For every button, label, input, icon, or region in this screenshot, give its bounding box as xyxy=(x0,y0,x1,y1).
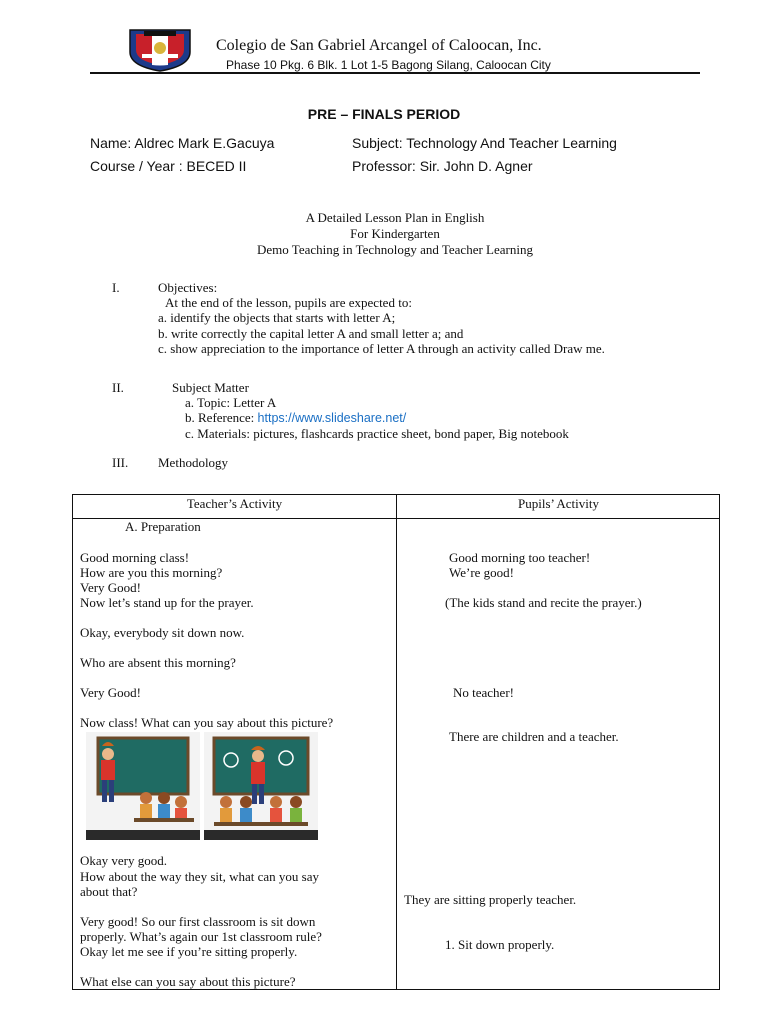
pupil-line: Good morning too teacher! xyxy=(449,550,591,565)
section-preparation: A. Preparation xyxy=(125,519,201,534)
course-year: Course / Year : BECED II xyxy=(90,158,247,174)
objective-item: c. show appreciation to the importance of letter A through an activity called Draw me. xyxy=(158,341,605,356)
teacher-line: How are you this morning? xyxy=(80,565,223,580)
pupil-line: There are children and a teacher. xyxy=(449,729,619,744)
pupil-line: 1. Sit down properly. xyxy=(445,937,555,952)
subject-matter-heading: Subject Matter xyxy=(172,380,249,395)
plan-title-line2: For Kindergarten xyxy=(350,226,440,241)
subject-matter-numeral: II. xyxy=(112,380,124,395)
reference xyxy=(185,410,406,426)
methodology-numeral: III. xyxy=(112,455,129,470)
objectives-numeral: I. xyxy=(112,280,120,295)
activity-table xyxy=(72,494,720,990)
pupil-line: (The kids stand and recite the prayer.) xyxy=(445,595,642,610)
teacher-line: Very Good! xyxy=(80,580,142,595)
objective-item: a. identify the objects that starts with letter A; xyxy=(158,310,396,325)
objective-item: b. write correctly the capital letter A and small letter a; and xyxy=(158,326,464,341)
reference-label: b. Reference: xyxy=(185,410,258,425)
objectives-intro: At the end of the lesson, pupils are expected to: xyxy=(165,295,412,310)
teacher-line: Who are absent this morning? xyxy=(80,655,236,670)
teacher-line: Good morning class! xyxy=(80,550,190,565)
school-name: Colegio de San Gabriel Arcangel of Caloocan, Inc. xyxy=(216,37,542,54)
teacher-line: Okay very good. xyxy=(80,853,168,868)
teacher-line: Very Good! xyxy=(80,685,142,700)
school-address: Phase 10 Pkg. 6 Blk. 1 Lot 1-5 Bagong Silang, Caloocan City xyxy=(226,58,551,72)
teacher-activity-header: Teacher’s Activity xyxy=(186,496,283,511)
reference-link[interactable]: https://www.slideshare.net/ xyxy=(257,411,407,425)
school-logo xyxy=(128,28,192,72)
teacher-line: properly. What’s again our 1st classroom rule? xyxy=(80,929,322,944)
pupil-line: No teacher! xyxy=(453,685,514,700)
pupil-activity-header: Pupils’ Activity xyxy=(517,496,599,511)
topic: a. Topic: Letter A xyxy=(185,395,277,410)
header-divider xyxy=(90,72,700,74)
subject: Subject: Technology And Teacher Learning xyxy=(352,135,617,151)
teacher-line: What else can you say about this picture? xyxy=(80,974,296,989)
plan-title-line3: Demo Teaching in Technology and Teacher Learning xyxy=(257,242,533,257)
plan-title-line1: A Detailed Lesson Plan in English xyxy=(305,210,485,225)
teacher-line: about that? xyxy=(80,884,138,899)
methodology-heading: Methodology xyxy=(158,455,229,470)
period-title: PRE – FINALS PERIOD xyxy=(307,106,461,122)
teacher-line: Very good! So our first classroom is sit down xyxy=(80,914,316,929)
teacher-line: How about the way they sit, what can you say xyxy=(80,869,320,884)
materials: c. Materials: pictures, flashcards practice sheet, bond paper, Big notebook xyxy=(185,426,569,441)
column-divider xyxy=(396,495,397,989)
teacher-line: Now class! What can you say about this picture? xyxy=(80,715,334,730)
teacher-line: Okay, everybody sit down now. xyxy=(80,625,245,640)
objectives-heading: Objectives: xyxy=(158,280,218,295)
teacher-line: Okay let me see if you’re sitting properly. xyxy=(80,944,298,959)
student-name: Name: Aldrec Mark E.Gacuya xyxy=(90,135,275,151)
pupil-line: We’re good! xyxy=(449,565,515,580)
classroom-picture xyxy=(86,732,318,840)
teacher-line: Now let’s stand up for the prayer. xyxy=(80,595,254,610)
pupil-line: They are sitting properly teacher. xyxy=(404,892,577,907)
professor: Professor: Sir. John D. Agner xyxy=(352,158,533,174)
